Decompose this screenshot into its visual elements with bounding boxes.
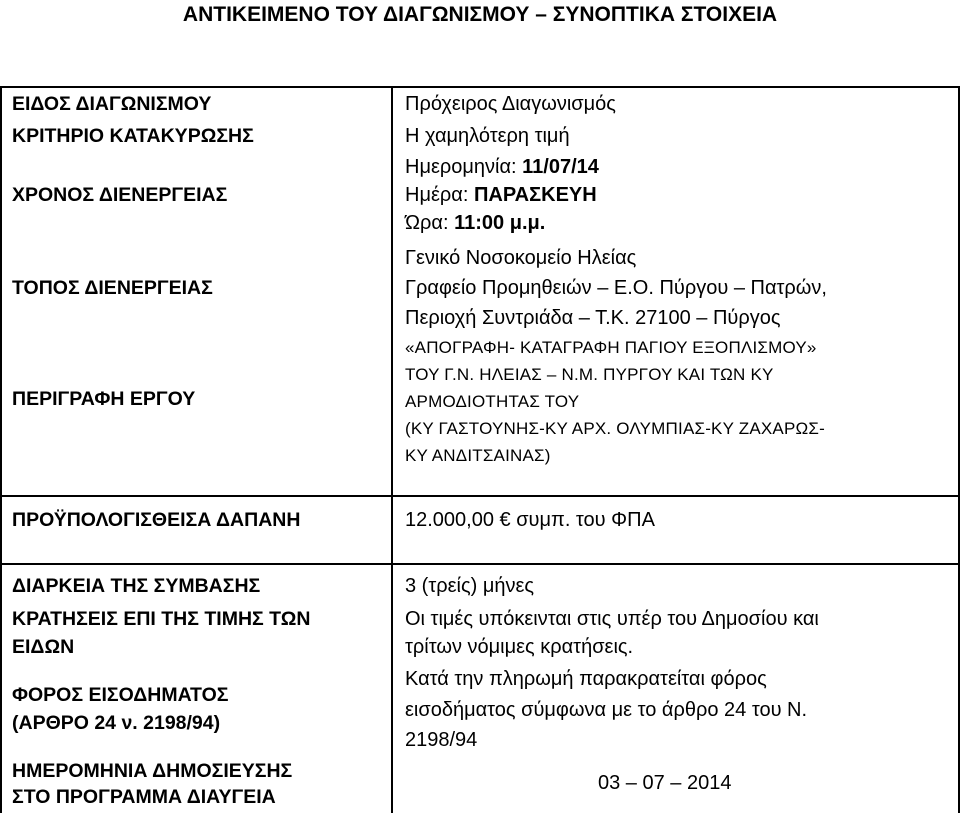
value-time-prefix: Ώρα: <box>405 212 455 234</box>
table-column-divider <box>391 86 393 813</box>
label-perigrafi: ΠΕΡΙΓΡΑΦΗ ΕΡΓΟΥ <box>12 388 196 410</box>
value-dapani: 12.000,00 € συμπ. του ΦΠΑ <box>405 509 655 531</box>
value-perigrafi-line2: ΤΟΥ Γ.Ν. ΗΛΕΙΑΣ – Ν.Μ. ΠΥΡΓΟΥ ΚΑΙ ΤΩΝ ΚΥ <box>405 365 774 384</box>
value-perigrafi-line4: (ΚΥ ΓΑΣΤΟΥΝΗΣ-ΚΥ ΑΡΧ. ΟΛΥΜΠΙΑΣ-ΚΥ ΖΑΧΑΡΩΣ- <box>405 419 825 438</box>
label-eidos: ΕΙΔΟΣ ΔΙΑΓΩΝΙΣΜΟΥ <box>12 93 212 115</box>
value-eidos: Πρόχειρος Διαγωνισμός <box>405 93 616 115</box>
table-row-divider <box>0 563 960 565</box>
label-xronos: ΧΡΟΝΟΣ ΔΙΕΝΕΡΓΕΙΑΣ <box>12 184 228 206</box>
value-topos-line1: Γενικό Νοσοκομείο Ηλείας <box>405 247 637 269</box>
value-date-text: 11/07/14 <box>522 156 599 178</box>
value-foros-line2: εισοδήματος σύμφωνα με το άρθρο 24 του Ν. <box>405 699 808 721</box>
label-topos: ΤΟΠΟΣ ΔΙΕΝΕΡΓΕΙΑΣ <box>12 277 213 299</box>
value-kratiseis-line2: τρίτων νόμιμες κρατήσεις. <box>405 636 634 658</box>
label-diarkeia: ΔΙΑΡΚΕΙΑ ΤΗΣ ΣΥΜΒΑΣΗΣ <box>12 575 261 597</box>
label-kratiseis-line2: ΕΙΔΩΝ <box>12 636 75 658</box>
table-left-border <box>0 86 2 813</box>
table-row-divider <box>0 495 960 497</box>
value-day-text: ΠΑΡΑΣΚΕΥΗ <box>473 184 597 206</box>
table-top-border <box>0 86 960 88</box>
value-foros-line3: 2198/94 <box>405 729 478 751</box>
value-day-prefix: Ημέρα: <box>405 184 474 206</box>
label-dapani: ΠΡΟΫΠΟΛΟΓΙΣΘΕΙΣΑ ΔΑΠΑΝΗ <box>12 509 301 531</box>
value-diarkeia: 3 (τρείς) μήνες <box>405 575 535 597</box>
label-dimosieusi-line2: ΣΤΟ ΠΡΟΓΡΑΜΜΑ ΔΙΑΥΓΕΙΑ <box>12 786 276 808</box>
value-foros-line1: Κατά την πληρωμή παρακρατείται φόρος <box>405 668 767 690</box>
value-day <box>405 182 597 208</box>
label-foros-line2: (ΑΡΘΡΟ 24 ν. 2198/94) <box>12 712 221 734</box>
value-perigrafi-line5: ΚΥ ΑΝΔΙΤΣΑΙΝΑΣ) <box>405 446 551 465</box>
value-kratiseis-line1: Οι τιμές υπόκεινται στις υπέρ του Δημοσίου και <box>405 608 819 630</box>
value-perigrafi-line3: ΑΡΜΟΔΙΟΤΗΤΑΣ ΤΟΥ <box>405 392 580 411</box>
value-perigrafi-line1: «ΑΠΟΓΡΑΦΗ- ΚΑΤΑΓΡΑΦΗ ΠΑΓΙΟΥ ΕΞΟΠΛΙΣΜΟΥ» <box>405 338 817 357</box>
value-kritirio: Η χαμηλότερη τιμή <box>405 125 570 147</box>
value-time-text: 11:00 μ.μ. <box>454 212 546 234</box>
document-title: ΑΝΤΙΚΕΙΜΕΝΟ ΤΟΥ ΔΙΑΓΩΝΙΣΜΟΥ – ΣΥΝΟΠΤΙΚΑ ΣΤΟΙΧΕΙΑ <box>182 3 778 26</box>
value-date <box>405 154 599 180</box>
value-date-prefix: Ημερομηνία: <box>405 156 523 178</box>
label-dimosieusi-line1: ΗΜΕΡΟΜΗΝΙΑ ΔΗΜΟΣΙΕΥΣΗΣ <box>12 760 293 782</box>
value-time <box>405 210 545 236</box>
label-kratiseis-line1: ΚΡΑΤΗΣΕΙΣ ΕΠΙ ΤΗΣ ΤΙΜΗΣ ΤΩΝ <box>12 608 311 630</box>
value-topos-line2: Γραφείο Προμηθειών – Ε.Ο. Πύργου – Πατρών, <box>405 277 827 299</box>
table-right-border <box>958 86 960 813</box>
value-topos-line3: Περιοχή Συντριάδα – Τ.Κ. 27100 – Πύργος <box>405 307 781 329</box>
label-kritirio: ΚΡΙΤΗΡΙΟ ΚΑΤΑΚΥΡΩΣΗΣ <box>12 125 254 147</box>
value-dimosieusi: 03 – 07 – 2014 <box>598 772 732 794</box>
label-foros-line1: ΦΟΡΟΣ ΕΙΣΟΔΗΜΑΤΟΣ <box>12 684 229 706</box>
